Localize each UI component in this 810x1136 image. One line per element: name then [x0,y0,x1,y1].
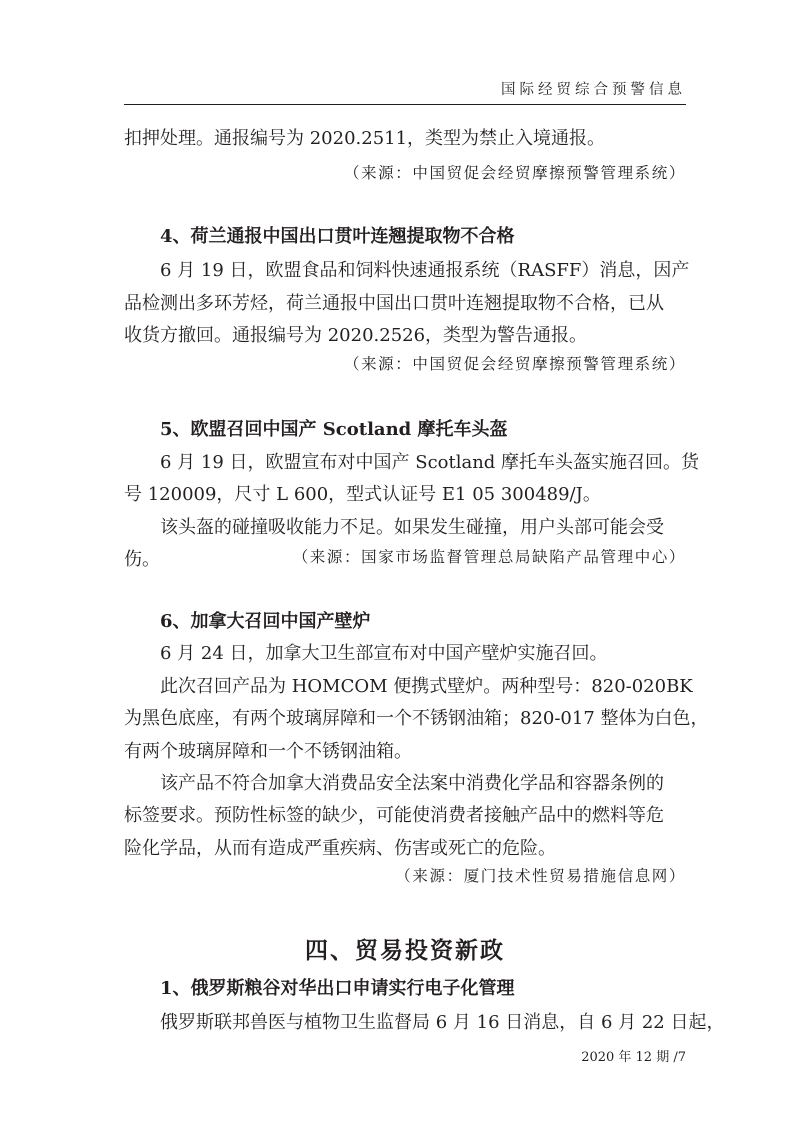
item5-line-3: 该头盔的碰撞吸收能力不足。如果发生碰撞，用户头部可能会受 [160,517,664,538]
item6-line-5: 该产品不符合加拿大消费品安全法案中消费化学品和容器条例的 [160,773,664,794]
item4-heading: 4、荷兰通报中国出口贯叶连翘提取物不合格 [160,226,515,247]
item5-line-4: 伤。 [124,549,160,570]
item4-source: （来源：中国贸促会经贸摩擦预警管理系统） [343,355,686,373]
item6-line-4: 有两个玻璃屏障和一个不锈钢油箱。 [124,741,412,762]
item4-line-2: 品检测出多环芳烃，荷兰通报中国出口贯叶连翘提取物不合格，已从 [124,293,664,314]
item4-line-3: 收货方撤回。通报编号为 2020.2526，类型为警告通报。 [124,325,588,346]
item5-heading: 5、欧盟召回中国产 Scotland 摩托车头盔 [160,419,508,440]
item5-line-1: 6 月 19 日，欧盟宣布对中国产 Scotland 摩托车头盔实施召回。货 [160,452,700,473]
header-title: 国际经贸综合预警信息 [501,82,686,98]
item6-source: （来源：厦门技术性贸易措施信息网） [395,867,686,885]
item5-line-2: 号 120009，尺寸 L 600，型式认证号 E1 05 300489/J。 [124,484,601,505]
section-item1-heading: 1、俄罗斯粮谷对华出口申请实行电子化管理 [160,978,515,999]
section-item1-line-1: 俄罗斯联邦兽医与植物卫生监督局 6 月 16 日消息，自 6 月 22 日起， [160,1012,725,1033]
item6-line-3: 为黑色底座，有两个玻璃屏障和一个不锈钢油箱；820-017 整体为白色， [124,708,709,729]
item6-heading: 6、加拿大召回中国产壁炉 [160,611,371,632]
intro-line: 扣押处理。通报编号为 2020.2511，类型为禁止入境通报。 [124,128,606,149]
item5-source: （来源：国家市场监督管理总局缺陷产品管理中心） [292,548,686,566]
intro-source: （来源：中国贸促会经贸摩擦预警管理系统） [343,164,686,182]
item6-line-1: 6 月 24 日，加拿大卫生部宣布对中国产壁炉实施召回。 [160,643,608,664]
header-divider [124,104,686,105]
item6-line-7: 险化学品，从而有造成严重疾病、伤害或死亡的危险。 [124,838,556,859]
page-footer: 2020 年 12 期 /7 [581,1050,686,1065]
item6-line-2: 此次召回产品为 HOMCOM 便携式壁炉。两种型号：820-020BK [160,676,693,697]
item4-line-1: 6 月 19 日，欧盟食品和饲料快速通报系统（RASFF）消息，因产 [160,260,690,281]
section-title: 四、贸易投资新政 [305,938,505,964]
item6-line-6: 标签要求。预防性标签的缺少，可能使消费者接触产品中的燃料等危 [124,805,664,826]
